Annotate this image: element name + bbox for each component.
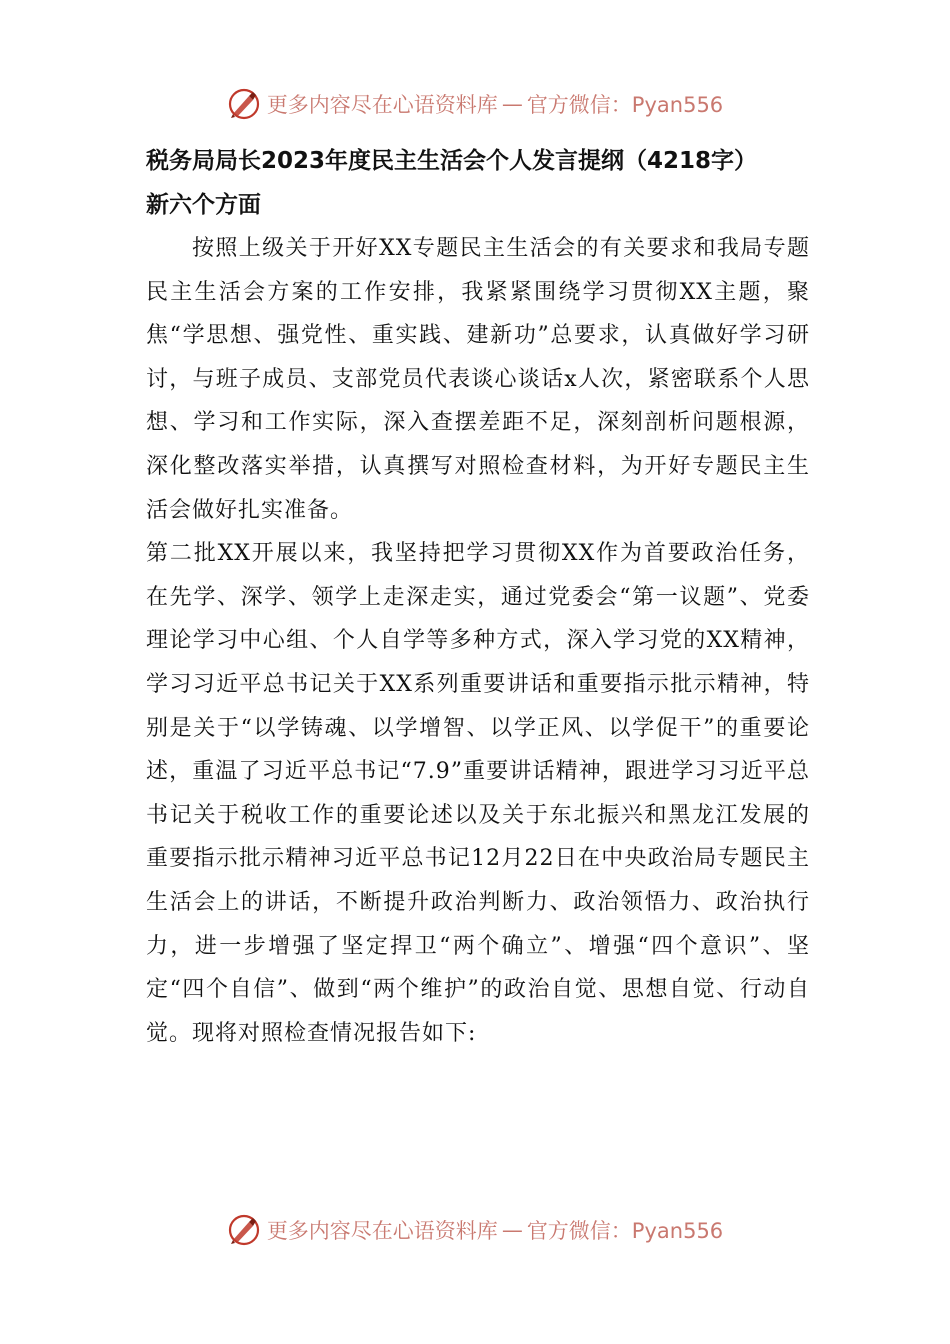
pen-logo-icon bbox=[227, 1213, 261, 1247]
document-body bbox=[146, 139, 810, 1055]
paragraph-intro: 按照上级关于开好XX专题民主生活会的有关要求和我局专题民主生活会方案的工作安排，我紧紧围绕学习贯彻XX主题，聚焦“学思想、强党性、重实践、建新功”总要求，认真做好学习研讨，与班子成员、支部党员代表谈心谈话x人次，紧密联系个人思想、学习和工作实际，深入查摆差距不足，深刻剖析问题根源，深化整改落实举措，认真撰写对照检查材料，为开好专题民主生活会做好扎实准备。 bbox=[146, 236, 810, 523]
document-title-line2: 新六个方面 bbox=[146, 192, 261, 218]
watermark-dash: — bbox=[501, 92, 523, 116]
paragraph-study: 第二批XX开展以来，我坚持把学习贯彻XX作为首要政治任务，在先学、深学、领学上走深走实，通过党委会“第一议题”、党委理论学习中心组、个人自学等多种方式，深入学习党的XX精神，学习习近平总书记关于XX系列重要讲话和重要指示批示精神，特别是关于“以学铸魂、以学增智、以学正风、以学促干”的重要论述，重温了习近平总书记“7.9”重要讲话精神，跟进学习习近平总书记关于税收工作的重要论述以及关于东北振兴和黑龙江发展的重要指示批示精神习近平总书记12月22日在中央政治局专题民主生活会上的讲话，不断提升政治判断力、政治领悟力、政治执行力，进一步增强了坚定捍卫“两个确立”、增强“四个意识”、坚定“四个自信”、做到“两个维护”的政治自觉、思想自觉、行动自觉。现将对照检查情况报告如下: bbox=[146, 541, 810, 1046]
watermark-wechat-text: 官方微信：Pyan556 bbox=[526, 1219, 724, 1243]
watermark-dash: — bbox=[501, 1218, 523, 1242]
watermark-main-text: 更多内容尽在心语资料库 bbox=[266, 1219, 498, 1243]
document-title-line1: 税务局局长2023年度民主生活会个人发言提纲（4218字） bbox=[146, 148, 758, 174]
watermark-main-text: 更多内容尽在心语资料库 bbox=[266, 93, 498, 117]
pen-logo-icon bbox=[227, 87, 261, 121]
watermark-banner-top bbox=[0, 84, 950, 124]
watermark-banner-bottom bbox=[0, 1210, 950, 1250]
watermark-wechat-text: 官方微信：Pyan556 bbox=[526, 93, 724, 117]
